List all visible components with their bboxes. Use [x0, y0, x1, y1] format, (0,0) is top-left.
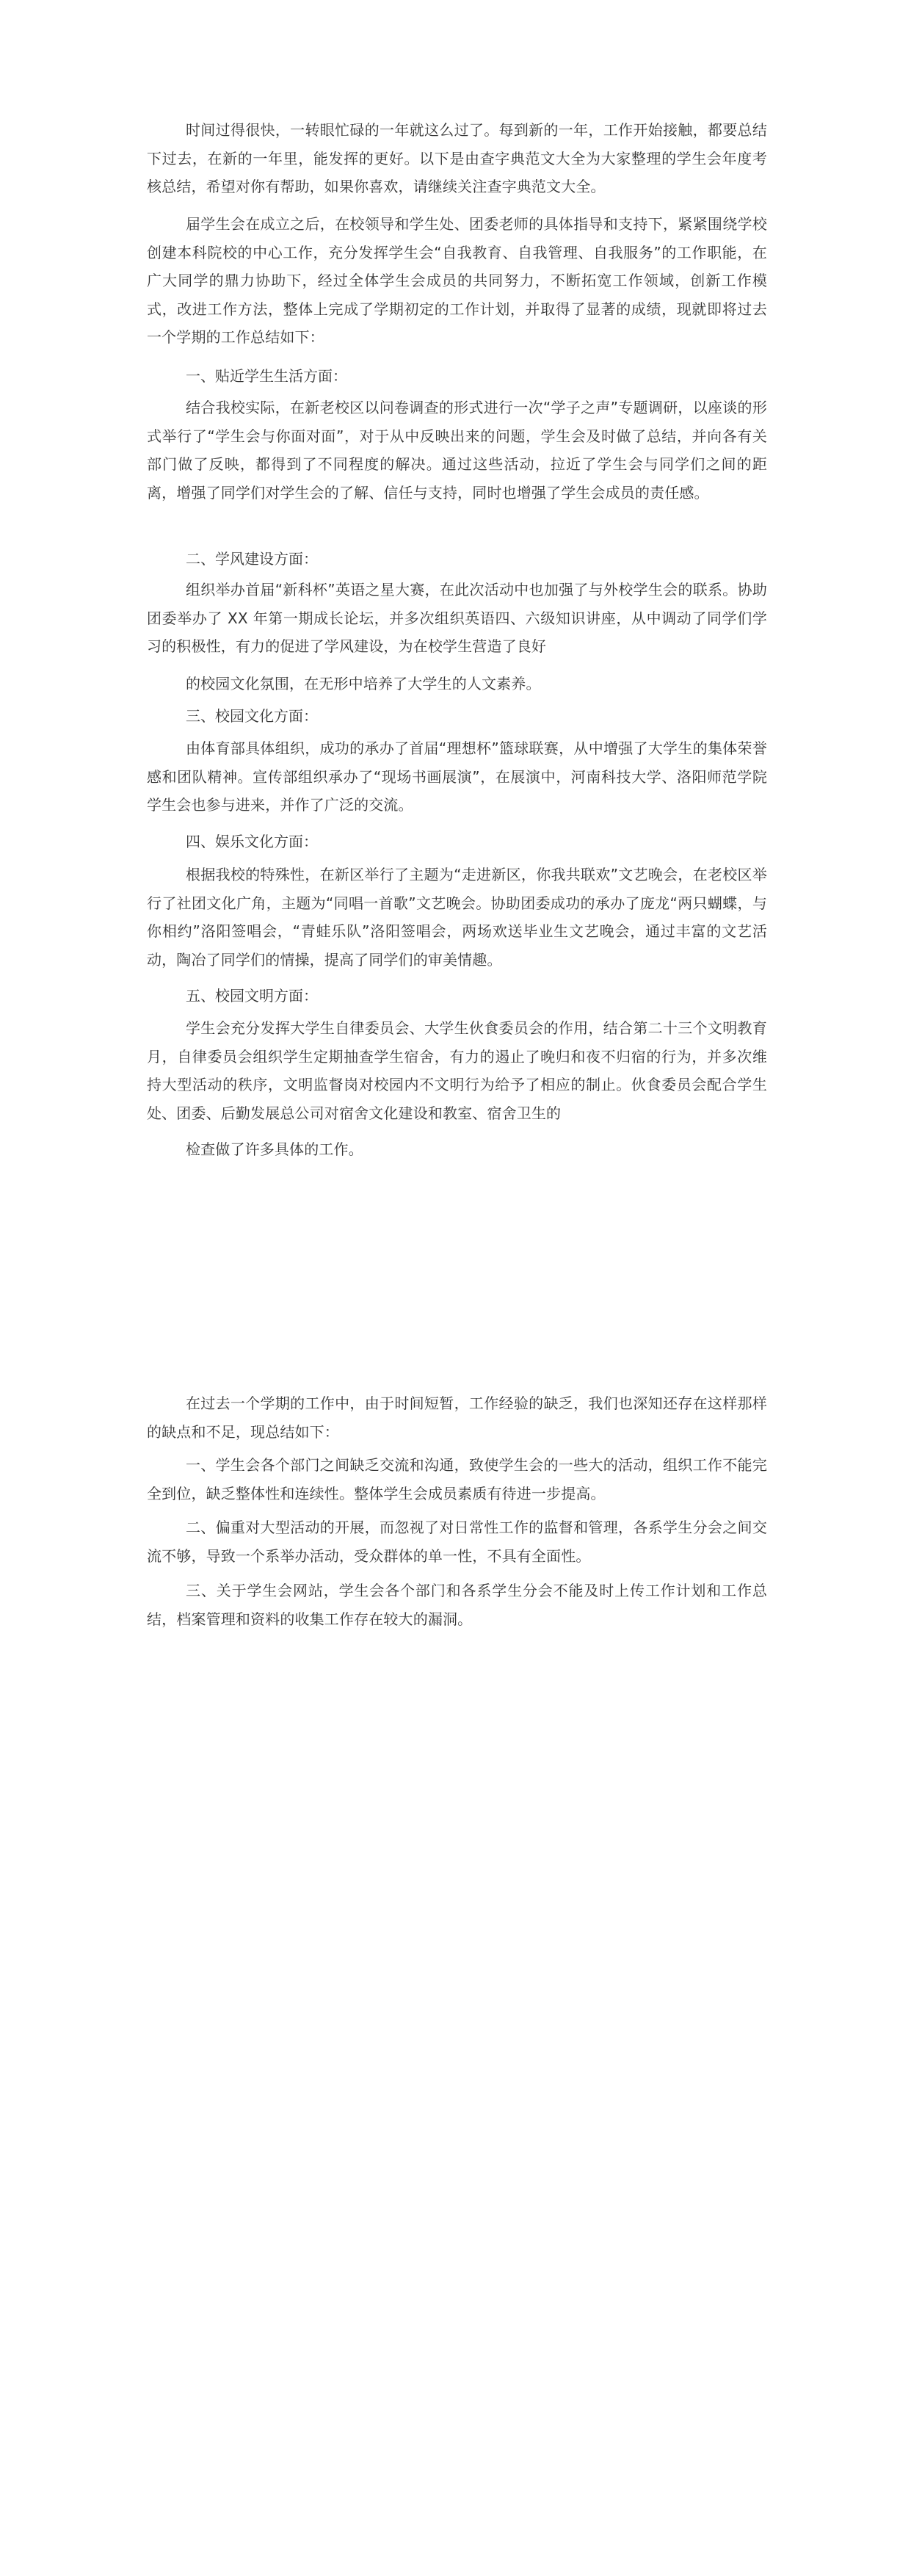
section-4-body: 根据我校的特殊性，在新区举行了主题为“走进新区，你我共联欢”文艺晚会，在老校区举行了社团文化广角，主题为“同唱一首歌”文艺晚会。协助团委成功的承办了庞龙“两只蝴蝶，与你相约”洛阳签唱会，“青蛙乐队”洛阳签唱会，两场欢送毕业生文艺晚会，通过丰富的文艺活动，陶冶了同学们的情操，提高了同学们的审美情趣。	[147, 866, 767, 969]
intro-paragraph: 时间过得很快，一转眼忙碌的一年就这么过了。每到新的一年，工作开始接触，都要总结下过去，在新的一年里，能发挥的更好。以下是由查字典范文大全为大家整理的学生会年度考核总结，希望对你有帮助，如果你喜欢，请继续关注查字典范文大全。	[147, 121, 767, 195]
section-1-body: 结合我校实际，在新老校区以问卷调查的形式进行一次“学子之声”专题调研，以座谈的形式举行了“学生会与你面对面”，对于从中反映出来的问题，学生会及时做了总结，并向各有关部门做了反映，都得到了不同程度的解决。通过这些活动，拉近了学生会与同学们之间的距离，增强了同学们对学生会的了解、信任与支持，同时也增强了学生会成员的责任感。	[147, 399, 767, 502]
shortcoming-item-1: 一、学生会各个部门之间缺乏交流和沟通，致使学生会的一些大的活动，组织工作不能完全到位，缺乏整体性和连续性。整体学生会成员素质有待进一步提高。	[147, 1456, 767, 1502]
overview-paragraph: 届学生会在成立之后，在校领导和学生处、团委老师的具体指导和支持下，紧紧围绕学校创建本科院校的中心工作，充分发挥学生会“自我教育、自我管理、自我服务”的工作职能，在广大同学的鼎力协助下，经过全体学生会成员的共同努力，不断拓宽工作领域，创新工作模式，改进工作方法，整体上完成了学期初定的工作计划，并取得了显著的成绩，现就即将过去一个学期的工作总结如下：	[147, 215, 767, 346]
section-2-body: 组织举办首届“新科杯”英语之星大赛，在此次活动中也加强了与外校学生会的联系。协助团委举办了 XX 年第一期成长论坛，并多次组织英语四、六级知识讲座，从中调动了同学们学习的积极性，有力的促进了学风建设，为在校学生营造了良好	[147, 581, 767, 655]
section-2-heading: 二、学风建设方面：	[186, 550, 318, 568]
shortcomings-intro: 在过去一个学期的工作中，由于时间短暂，工作经验的缺乏，我们也深知还存在这样那样的缺点和不足，现总结如下：	[147, 1394, 767, 1441]
section-1-heading: 一、贴近学生生活方面：	[186, 367, 347, 385]
section-4-heading: 四、娱乐文化方面：	[186, 833, 318, 850]
shortcoming-item-2: 二、偏重对大型活动的开展，而忽视了对日常性工作的监督和管理，各系学生分会之间交流不够，导致一个系举办活动，受众群体的单一性，不具有全面性。	[147, 1519, 767, 1565]
section-2-body-continued: 的校园文化氛围，在无形中培养了大学生的人文素养。	[186, 675, 541, 692]
section-3-heading: 三、校园文化方面：	[186, 707, 318, 725]
section-5-heading: 五、校园文明方面：	[186, 987, 318, 1005]
section-5-body-continued: 检查做了许多具体的工作。	[186, 1140, 363, 1158]
section-3-body: 由体育部具体组织，成功的承办了首届“理想杯”篮球联赛，从中增强了大学生的集体荣誉感和团队精神。宣传部组织承办了“现场书画展演”，在展演中，河南科技大学、洛阳师范学院学生会也参与进来，并作了广泛的交流。	[147, 739, 767, 814]
section-5-body: 学生会充分发挥大学生自律委员会、大学生伙食委员会的作用，结合第二十三个文明教育月，自律委员会组织学生定期抽查学生宿舍，有力的遏止了晚归和夜不归宿的行为，并多次维持大型活动的秩序，文明监督岗对校园内不文明行为给予了相应的制止。伙食委员会配合学生处、团委、后勤发展总公司对宿舍文化建设和教室、宿舍卫生的	[147, 1019, 767, 1122]
shortcoming-item-3: 三、关于学生会网站，学生会各个部门和各系学生分会不能及时上传工作计划和工作总结，档案管理和资料的收集工作存在较大的漏洞。	[147, 1582, 767, 1628]
